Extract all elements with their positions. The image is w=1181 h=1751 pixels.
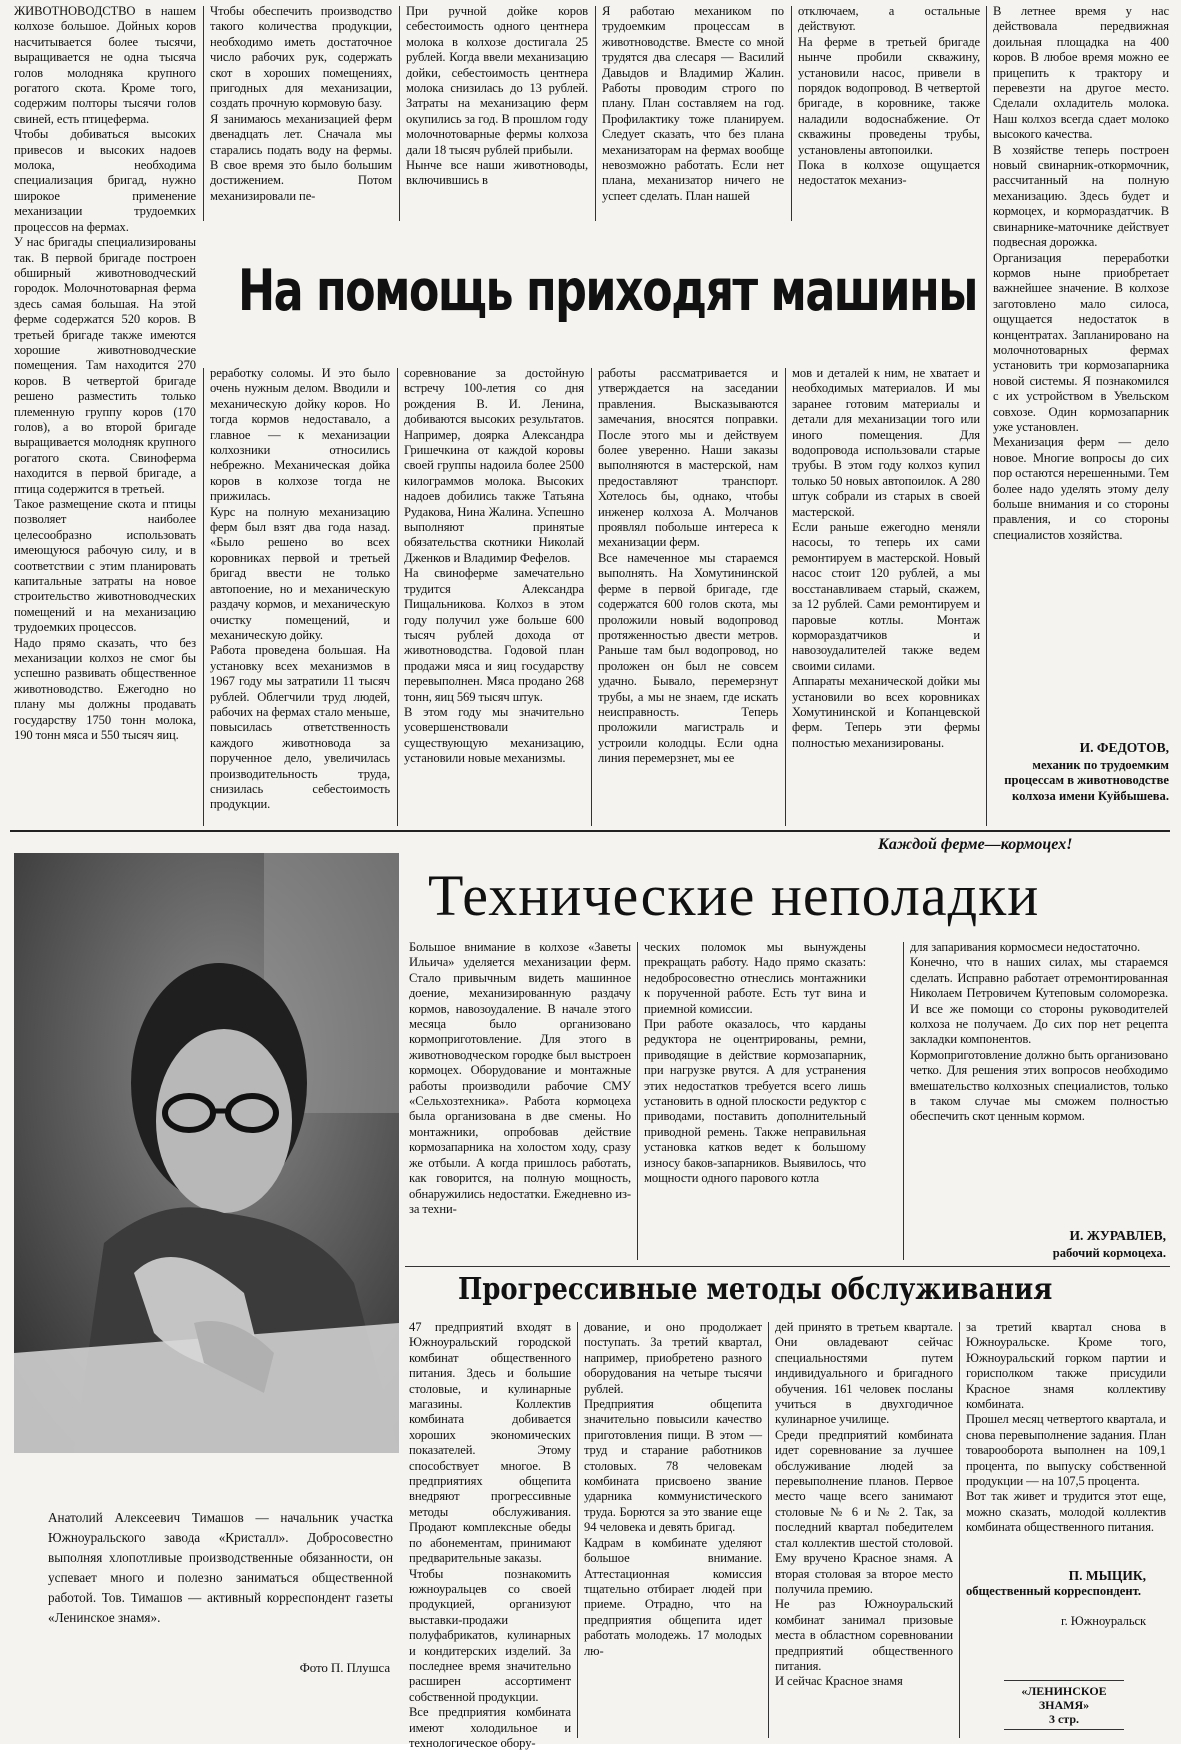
article1-col1-top: ЖИВОТНОВОДСТВО в нашем колхозе большое. Дойных коров насчитывается более тысячи, выращивается не одна тысяча голов молодняка крупного рогатого скота. Кроме того, содержим полторы тысячи голов свиней, есть птицеферма. Чтобы добиваться высоких привесов и высоких надоев молока, необходима специализация бригад, нужно широкое применение механизации трудоемких процессов на фермах. У нас бригады специализированы так. В первой бригаде построен обширный животноводческий городок. Молочнотоварная ферма здесь самая большая. На этой ферме содержатся 520 коров. В третьей бригаде также имеются хорошие животноводческие помещения. Там находится 270 коров. В четвертой бригаде решено разместить только племенную группу коров (170 голов), а во второй бригаде выращивается молодняк крупного рогатого скота. Свиноферма находится в первой бригаде, а птица содержится в третьей. Такое размещение скота и птицы позволяет наиболее целесообразно использовать имеющуюся рабочую силу, и в соответствии с этим планировать капитальные затраты на новое строительство животноводческих помещений и на механизацию трудоемких процессов. Надо прямо сказать, что без механизации колхоз не смог бы успешно развивать общественное животноводство. Ежегодно но плану мы должны продавать государству 1750 тонн молока, 190 тонн мяса и 550 тысяч яиц. [14, 4, 196, 743]
newspaper-name: «ЛЕНИНСКОЕ ЗНАМЯ» [1021, 1684, 1107, 1712]
photo-caption: Анатолий Алексеевич Тимашов — начальник участка Южноуральского завода «Кристалл». Добросовестно выполняя хлопотливые производственные обязанности, он успевает много и полезно заниматься общественной работой. Тов. Тимашов — активный корреспондент газеты «Ленинское знамя». [48, 1510, 393, 1625]
article2-author: И. ЖУРАВЛЕВ, [1069, 1228, 1166, 1243]
article2-author-title: рабочий кормоцеха. [1052, 1246, 1166, 1260]
article1-col4-top: Я работаю механиком по трудоемким процессам в животноводстве. Вместе со мной трудятся два слесаря — Василий Давыдов и Владимир Жалин. Работы проводим строго по плану. План составляем на год. Профилактику тоже планируем. Следует сказать, что без плана механизаторам на фермах вообще невозможно работать. Если нет плана, механизатор ничего не успеет сделать. План нашей [602, 4, 784, 203]
article1-col3-top: При ручной дойке коров себестоимость одного центнера молока в колхозе достигала 25 рублей. Когда ввели механизацию дойки, себестоимость центнера молока снизилась до 13 рублей. Затраты на механизацию ферм окупились за год. В прошлом году молочнотоварные фермы колхоза дали 18 тысяч рублей прибыли. Нынче все наши животноводы, включившись в [406, 4, 588, 188]
article2-col2: ческих поломок мы вынуждены прекращать работу. Надо прямо сказать: недобросовестно отнеслись монтажники к порученной работе. Есть тут вина и приемной комиссии. При работе оказалось, что карданы редуктора не оцентрированы, ремни, приводящие в действие кормозапарник, при нагрузке рвутся. А для устранения этих недостатков требуется всего лишь установить в одной плоскости редуктор с приводами, поставить дополнительный приводной ремень. Также неправильная установка катков ведет к большому износу баков-запарников. Выявилось, что мощности одного парового котла [644, 940, 866, 1186]
column-divider [397, 368, 398, 826]
page-number: 3 стр. [1048, 1712, 1080, 1726]
article2-col1: Большое внимание в колхозе «Заветы Ильича» уделяется механизации ферм. Стало привычным видеть машинное доение, механизированную раздачу кормов, навозоудаление. В начале этого месяца было организовано кормоприготовление. Для этого в животноводческом городке был выстроен кормоцех. Оборудование и монтажные работы производили рабочие СМУ «Сельхозтехника». Работа кормоцеха была организована в две смены. Но монтажники, опробовав действие кормозапарника на холостом ходу, сразу же отбыли. А когда пришлось работать, как говорится, на полную мощность, обнаружились недостатки. Ежедневно из-за техни- [409, 940, 631, 1216]
column-divider [591, 368, 592, 826]
article2-rubric: Каждой ферме—кормоцех! [878, 836, 1073, 853]
article1-author-title: механик по трудоемким процессам в животноводстве колхоза имени Куйбышева. [1004, 758, 1169, 803]
article1-col5-top: отключаем, а остальные действуют. На ферме в третьей бригаде нынче пробили скважину, установили насос, привели в порядок водопровод. В четвертой бригаде, в коровнике, также наладили водоснабжение. От скважины проведены трубы, установлены автопоилки. Пока в колхозе ощущается недостаток механиз- [798, 4, 980, 188]
column-divider [399, 6, 400, 221]
article1-headline: На помощь приходят машины [238, 258, 977, 324]
column-divider [785, 368, 786, 826]
section-divider [405, 1266, 1170, 1267]
column-divider [203, 368, 204, 826]
article3-col1: 47 предприятий входят в Южноуральский городской комбинат общественного питания. Здесь и большие столовые, и кулинарные магазины. Коллектив комбината добивается хороших экономических показателей. Этому способствует многое. В предприятиях общепита внедряют прогрессивные методы обслуживания. Продают комплексные обеды по абонементам, принимают предварительные заказы. Чтобы познакомить южноуральцев со своей продукцией, организуют выставки-продажи полуфабрикатов, кулинарных и кондитерских изделий. За последнее время значительно расширен ассортимент собственной продукции. Все предприятия комбината имеют холодильное и технологическое обору- [409, 1320, 571, 1750]
article3-col4: за третий квартал снова в Южноуральске. Кроме того, Южноуральский горком партии и горисполком также присудили Красное знамя коллективу комбината. Прошел месяц четвертого квартала, и снова перевыполнение задания. План товарооборота выполнен на 109,1 процента, по выпуску собственной продукции — на 107,5 процента. Вот так живет и трудится этот еще, можно сказать, молодой коллектив комбината общественного питания. [966, 1320, 1166, 1535]
article3-author-title: общественный корреспондент. [966, 1584, 1142, 1598]
article1-col3-bottom: соревнование за достойную встречу 100-летия со дня рождения В. И. Ленина, добиваются высоких результатов. Например, доярка Александра Гришечкина от каждой коровы своей группы надоила более 2500 килограммов молока. Высоких надоев добились также Татьяна Рудакова, Нина Жалина. Успешно выполняют принятые обязательства скотники Николай Дженков и Владимир Фефелов. На свиноферме замечательно трудится Александра Пищальникова. Колхоз в этом году получил уже больше 600 тысяч рублей дохода от животноводства. Годовой план продажи мяса и яиц государству перевыполнен. Мяса продано 268 тонн, яиц 569 тысяч штук. В этом году мы значительно усовершенствовали существующую механизацию, установили новые механизмы. [404, 366, 584, 766]
article1-col2-top: Чтобы обеспечить производство такого количества продукции, необходимо иметь достаточное число рабочих рук, содержать скот в хороших помещениях, пригодных для механизации, создать прочную кормовую базу. Я занимаюсь механизацией ферм двенадцать лет. Сначала мы старались подать воду на фермы. В свое время это было большим достижением. Потом механизировали пе- [210, 4, 392, 203]
article3-author-city: г. Южноуральск [1060, 1614, 1146, 1628]
article1-col6: В летнее время у нас действовала передвижная доильная площадка на 400 коров. В любое время можно ее прицепить к трактору и перевезти на другое место. Сделали охладитель молока. Наш колхоз всегда сдает молоко высокого качества. В хозяйстве теперь построен новый свинарник-откормочник, рассчитанный на полную механизацию. Здесь будет и кормоцех, и кормораздатчик. В свинарнике-маточнике действует подвесная дорожка. Организация переработки кормов ныне приобретает важнейшее значение. В колхозе заготовлено мало силоса, ощущается недостаток в концентратах. Запланировано на молочнотоварных фермах установить три кормозапарника новой системы. Я познакомился с их устройством в Увельском совхозе. Один кормозапарник уже установлен. Механизация ферм — дело новое. Многие вопросы до сих пор остаются нерешенными. Тем более надо уделять этому делу больше внимания и со стороны правления, и со стороны специалистов хозяйства. [993, 4, 1169, 542]
portrait-image [14, 853, 399, 1453]
article1-author: И. ФЕДОТОВ, [1079, 740, 1169, 755]
newspaper-nameplate-box [1004, 1680, 1124, 1730]
section-divider [10, 830, 1170, 832]
article2-col3: для запаривания кормосмеси недостаточно. Конечно, что в наших силах, мы стараемся сделать. Исправно работает отремонтированная Николаем Петровичем Кутеповым соломорезка. И все же помощи со стороны руководителей колхоза не получаем. До сих пор нет рецепта закладки компонентов. Кормоприготовление должно быть организовано четко. Для решения этих вопросов необходимо вмешательство колхозных специалистов, только в таком случае мы сможем полностью обеспечить скот ценным кормом. [910, 940, 1168, 1124]
column-divider [959, 1322, 960, 1738]
column-divider [637, 942, 638, 1260]
column-divider [203, 6, 204, 221]
column-divider [577, 1322, 578, 1738]
article1-col5-bottom: мов и деталей к ним, не хватает и необходимых материалов. И мы заранее готовим материалы и детали для механизации того или иного помещения. Для водопровода использовали старые трубы. В этом году колхоз купил только 50 новых автопоилок. А 280 штук собрали из старых в своей мастерской. Если раньше ежегодно меняли насосы, то теперь их сами ремонтируем в мастерской. Новый насос стоит 120 рублей, а мы восстанавливаем старый, скажем, за 12 рублей. Сами ремонтируем и паровые котлы. Монтаж кормораздатчиков и навозоудалителей также ведем своими силами. Аппараты механической дойки мы установили во всех коровниках Хомутининской и Копанцевской ферм. Теперь эти фермы полностью механизированы. [792, 366, 980, 750]
photo-credit: Фото П. Плушса [299, 1660, 390, 1675]
article1-col2-bottom: реработку соломы. И это было очень нужным делом. Вводили и механическую дойку коров. Но тогда кормов недоставало, а главное — к механизации колхозники относились небрежно. Механическая дойка коров в колхозе тогда не прижилась. Курс на полную механизацию ферм был взят два года назад. «Было решено во всех коровниках первой и третьей бригад ввести не только автопоение, но и механическую раздачу кормов, и механическую очистку помещений, и механическую дойку. Работа проведена большая. На установку всех механизмов в 1967 году мы затратили 11 тысяч рублей. Облегчили труд людей, рабочих на фермах стало меньше, повысилась ответственность каждого животновода за порученное дело, увеличилась производительность труда, снизилась себестоимость продукции. [210, 366, 390, 812]
article3-col2: дование, и оно продолжает поступать. За третий квартал, например, приобретено разного оборудования на четыре тысячи рублей. Предприятия общепита значительно повысили качество приготовления пищи. В этом — труд и старание работников столовых. 78 человекам комбината присвоено звание ударника коммунистического труда. Борются за это звание еще 94 человека и девять бригад. Кадрам в комбинате уделяют большое внимание. Аттестационная комиссия тщательно отбирает людей при приеме. Отрадно, что на предприятия общепита идет работать молодежь. 17 молодых лю- [584, 1320, 762, 1658]
column-divider [768, 1322, 769, 1738]
article1-col4-bottom: работы рассматривается и утверждается на заседании правления. Высказываются замечания, вносятся поправки. После этого мы и действуем более уверенно. Наши заказы выполняются в мастерской, нам предоставляют транспорт. Хотелось бы, однако, чтобы инженер колхоза А. Молчанов проявлял побольше интереса к механизации ферм. Все намеченное мы стараемся выполнять. На Хомутининской ферме в первой бригаде, где содержатся 600 голов скота, мы проложили новый водопровод протяженностью двести метров. Раньше там был водопровод, но проложен он был не совсем удачно. Бывало, перемерзнут трубы, а мы не знаем, где искать неисправность. Теперь проложили магистраль и устроили колодцы. Если одна линия перемерзнет, мы ее [598, 366, 778, 766]
column-divider [595, 6, 596, 221]
column-divider [791, 6, 792, 221]
column-divider [986, 6, 987, 826]
column-divider [903, 942, 904, 1260]
article3-headline: Прогрессивные методы обслуживания [458, 1272, 1053, 1307]
portrait-photo [14, 853, 399, 1453]
article2-headline: Технические неполадки [428, 863, 1040, 928]
article3-col3: дей принято в третьем квартале. Они овладевают сейчас специальностями путем индивидуального и бригадного обучения. 161 человек посланы учиться в двухгодичное кулинарное училище. Среди предприятий комбината идет соревнование за лучшее обслуживание людей за перевыполнение планов. Первое место чаще всего занимают столовые № 6 и № 2. Так, за последний квартал победителем стал коллектив шестой столовой. Ему вручено Красное знамя. А вторая столовая за второе место получила премию. Не раз Южноуральский комбинат занимал призовые места в областном соревновании предприятий общественного питания. И сейчас Красное знамя [775, 1320, 953, 1689]
article3-author: П. МЫЦИК, [1068, 1568, 1146, 1583]
